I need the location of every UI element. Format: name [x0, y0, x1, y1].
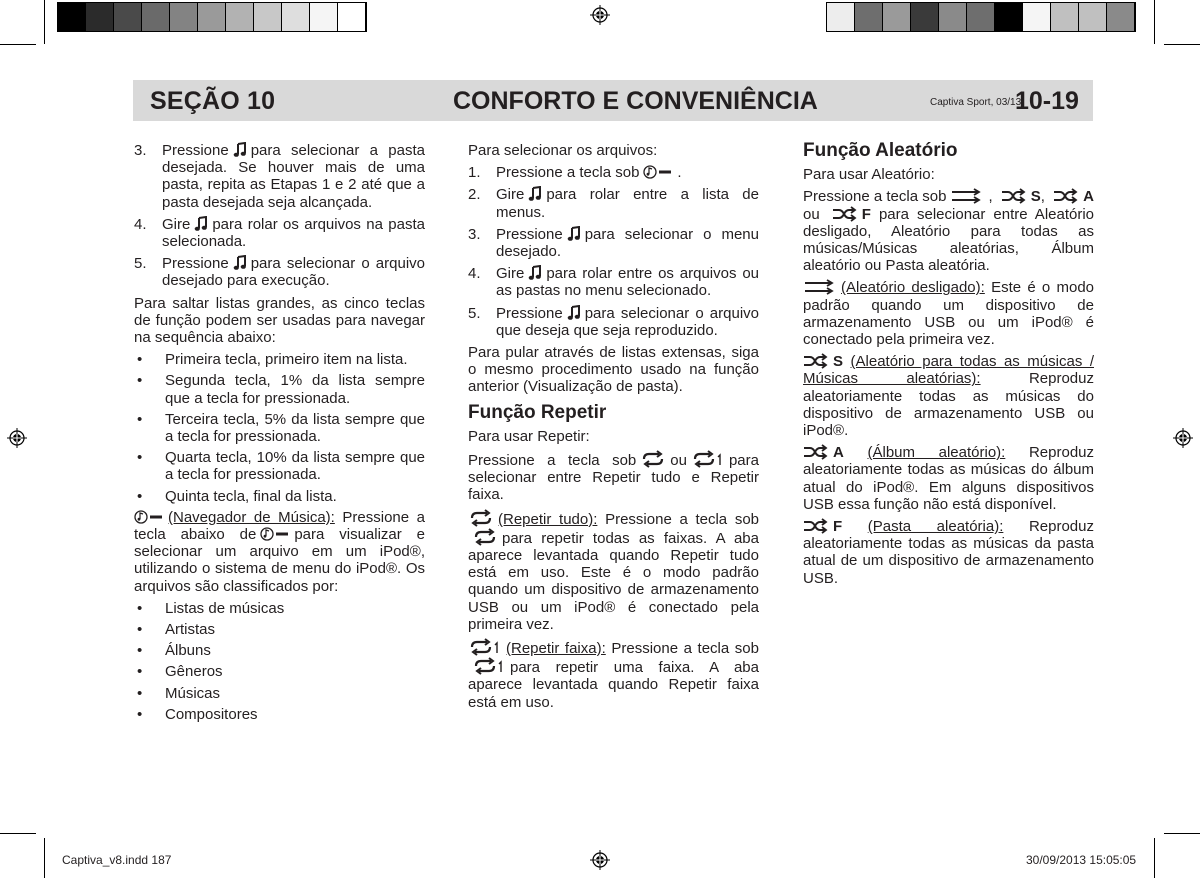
paragraph: (Navegador de Música): Pressione a tecla abaixo de para visualizar e selecionar um arquivo em um iPod®, utilizando o sistema de menu do iPod®. Os arquivos são classificados por:: [134, 508, 426, 595]
color-swatch: [338, 3, 366, 31]
list-item: 2. Gire para rolar entre a lista de menus.: [468, 186, 759, 221]
list-item: • Álbuns: [137, 642, 211, 660]
shuffle-songs-icon: [803, 353, 829, 369]
music-note-icon: [567, 305, 581, 321]
color-swatch: [170, 3, 198, 31]
color-bar-left: [57, 2, 367, 32]
list-item: 5. Pressione para selecionar o arquivo que deseja que seja reproduzido.: [468, 304, 759, 339]
list-item: 1. Pressione a tecla sob .: [468, 164, 682, 182]
music-note-icon: [567, 226, 581, 242]
color-swatch: [114, 3, 142, 31]
footer-file-info: Captiva_v8.indd 187: [62, 853, 172, 867]
crop-mark: [1154, 838, 1155, 878]
paragraph: (Aleatório desligado): Este é o modo padrão quando um dispositivo de armazenamento USB ou um iPod® é conectado pela primeira vez.: [803, 279, 1095, 349]
repeat-all-icon: [472, 528, 498, 546]
music-note-icon: [528, 265, 542, 281]
section-number: SEÇÃO 10: [150, 87, 276, 115]
paragraph: Pressione a tecla sob ou para selecionar entre Repetir tudo e Repetir faixa.: [468, 452, 759, 504]
color-swatch: [1079, 3, 1107, 31]
shuffle-folder-icon: [803, 518, 829, 534]
column-1: [134, 142, 425, 727]
list-item: • Compositores: [137, 705, 258, 723]
list-item: • Artistas: [137, 621, 216, 639]
repeat-all-icon: [468, 509, 494, 527]
page-number: 10-19: [1015, 87, 1079, 115]
list-item: • Segunda tecla, 1% da lista sempre que a tecla for pressionada.: [137, 372, 425, 407]
paragraph: S (Aleatório para todas as músicas / Músicas aleatórias): Reproduz aleatoriamente todas as músicas do dispositivo de armazenamento USB ou iPod®.: [803, 353, 1094, 440]
color-swatch: [58, 3, 86, 31]
registration-mark-icon: [1173, 428, 1193, 448]
color-swatch: [855, 3, 883, 31]
list-item: • Músicas: [137, 684, 221, 702]
paragraph: Para usar Aleatório:: [803, 166, 935, 184]
music-browser-icon: [643, 164, 673, 180]
color-swatch: [142, 3, 170, 31]
music-note-icon: [528, 186, 542, 202]
list-item: • Quinta tecla, final da lista.: [137, 487, 337, 505]
paragraph: Para usar Repetir:: [468, 427, 590, 445]
repeat-one-icon: [472, 657, 506, 675]
footer-date: 30/09/2013 15:05:05: [1026, 853, 1137, 867]
color-swatch: [995, 3, 1023, 31]
color-swatch: [198, 3, 226, 31]
model-edition: Captiva Sport, 03/13: [930, 97, 1022, 108]
music-browser-icon: [134, 509, 164, 525]
color-swatch: [1107, 3, 1135, 31]
color-swatch: [86, 3, 114, 31]
crop-mark: [1164, 44, 1200, 45]
shuffle-songs-icon: [1001, 188, 1027, 204]
crop-mark: [44, 0, 45, 44]
color-swatch: [883, 3, 911, 31]
color-swatch: [939, 3, 967, 31]
crop-mark: [44, 838, 45, 878]
heading-shuffle: Função Aleatório: [803, 140, 958, 161]
music-note-icon: [194, 216, 208, 232]
shuffle-off-icon: [803, 279, 837, 295]
color-swatch: [827, 3, 855, 31]
heading-repeat: Função Repetir: [468, 401, 607, 423]
color-bar-right: [826, 2, 1136, 32]
crop-mark: [0, 833, 36, 834]
paragraph: Para selecionar os arquivos:: [468, 142, 658, 159]
paragraph: A (Álbum aleatório): Reproduz aleatoriamente todas as músicas do álbum atual do iPod®. Em alguns dispositivos USB essa função não está disponível.: [803, 444, 1095, 513]
crop-mark: [1164, 833, 1200, 834]
repeat-one-icon: [468, 638, 502, 656]
list-item: 5. Pressione para selecionar o arquivo desejado para execução.: [134, 255, 425, 290]
list-item: 4. Gire para rolar entre os arquivos ou as pastas no menu selecionado.: [468, 265, 759, 300]
paragraph: (Repetir tudo): Pressione a tecla sobpara repetir todas as faixas. A aba aparece levantada quando Repetir tudo está em uso. Este é o modo padrão quando um dispositivo de armazenamento USB ou um iPod® é conectado pela primeira vez.: [468, 510, 760, 633]
list-item: • Listas de músicas: [137, 599, 285, 617]
repeat-one-icon: [691, 450, 725, 468]
color-swatch: [967, 3, 995, 31]
shuffle-album-icon: [803, 444, 829, 460]
paragraph: (Repetir faixa): Pressione a tecla sobpara repetir uma faixa. A aba aparece levantada quando Repetir faixa está em uso.: [468, 640, 759, 711]
color-swatch: [226, 3, 254, 31]
shuffle-album-icon: [1053, 188, 1079, 204]
color-swatch: [911, 3, 939, 31]
crop-mark: [1154, 0, 1155, 44]
paragraph: Para pular através de listas extensas, siga o mesmo procedimento usado na função anterior (Visualização de pasta).: [468, 344, 759, 396]
shuffle-folder-icon: [832, 206, 858, 222]
shuffle-off-icon: [950, 188, 984, 204]
list-item: 4. Gire para rolar os arquivos na pasta selecionada.: [134, 215, 425, 251]
registration-mark-icon: [590, 850, 610, 870]
list-item: • Terceira tecla, 5% da lista sempre que a tecla for pressionada.: [137, 410, 425, 446]
section-title: CONFORTO E CONVENIÊNCIA: [453, 87, 818, 115]
registration-mark-icon: [590, 5, 610, 25]
repeat-all-icon: [640, 450, 666, 468]
column-2: [468, 142, 759, 716]
color-swatch: [1023, 3, 1051, 31]
list-item: 3. Pressione para selecionar o menu desejado.: [468, 225, 759, 261]
paragraph: F (Pasta aleatória): Reproduz aleatoriamente todas as músicas da pasta atual de um dispositivo de armazenamento USB.: [803, 518, 1094, 587]
music-note-icon: [233, 255, 247, 271]
section-header: [133, 80, 1093, 121]
music-browser-icon: [260, 526, 290, 542]
color-swatch: [1051, 3, 1079, 31]
list-item: • Primeira tecla, primeiro item na lista.: [137, 351, 408, 369]
color-swatch: [310, 3, 338, 31]
crop-mark: [0, 44, 36, 45]
music-note-icon: [233, 142, 247, 158]
color-swatch: [282, 3, 310, 31]
registration-mark-icon: [7, 428, 27, 448]
paragraph: Para saltar listas grandes, as cinco teclas de função podem ser usadas para navegar na sequência abaixo:: [134, 294, 425, 347]
column-3: [803, 142, 1094, 592]
list-item: • Gêneros: [137, 663, 223, 681]
list-item: • Quarta tecla, 10% da lista sempre que a tecla for pressionada.: [137, 449, 425, 484]
list-item: 3. Pressione para selecionar a pasta desejada. Se houver mais de uma pasta, repita as Etapas 1 e 2 até que a pasta desejada seja alcançada.: [134, 142, 425, 211]
color-swatch: [254, 3, 282, 31]
paragraph: Pressione a tecla sob , S, A ou F para selecionar entre Aleatório desligado, Aleatório para todas as músicas/Músicas aleatórias, Álbum aleatório ou Pasta aleatória.: [803, 188, 1095, 275]
